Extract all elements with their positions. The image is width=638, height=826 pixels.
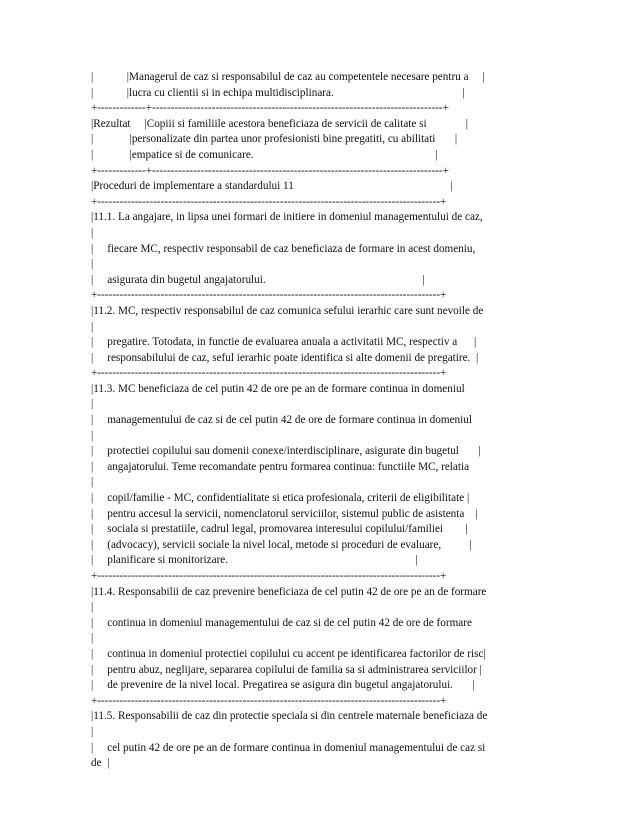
document-text xyxy=(91,70,553,772)
text-line: | fiecare MC, respectiv responsabil de caz beneficiaza de formare in acest domeniu, xyxy=(91,242,476,255)
text-line: | (advocacy), servicii sociale la nivel local, metode si proceduri de evaluare, | xyxy=(91,538,472,551)
text-line: | xyxy=(91,320,94,333)
text-line: | managementului de caz si de cel putin 42 de ore de formare continua in domeniul xyxy=(91,414,472,427)
text-line: | planificare si monitorizare. | xyxy=(91,554,418,567)
text-line: | xyxy=(91,476,94,489)
text-line: | de prevenire de la nivel local. Pregatirea se asigura din bugetul angajatorului. | xyxy=(91,679,475,692)
text-line: | pentru accesul la servicii, nomenclatorul serviciilor, sistemul public de asistenta | xyxy=(91,507,478,520)
text-line: |11.2. MC, respectiv responsabilul de caz comunica sefului ierarhic care sunt nevoile de xyxy=(91,304,484,317)
text-line: | xyxy=(91,725,94,738)
text-line: | |empatice si de comunicare. | xyxy=(91,148,438,161)
text-line: | xyxy=(91,398,94,411)
text-line: | copil/familie - MC, confidentialitate si etica profesionala, criterii de eligibilitate | xyxy=(91,492,470,505)
text-line: |11.1. La angajare, in lipsa unei formari de initiere in domeniul managementului de caz, xyxy=(91,211,483,224)
text-line: | xyxy=(91,429,94,442)
text-line: +--------------------------------------------------------------------------------------------+ xyxy=(91,367,447,380)
text-line: |Proceduri de implementare a standardului 11 | xyxy=(91,180,453,193)
text-line: |11.4. Responsabilii de caz prevenire beneficiaza de cel putin 42 de ore pe an de formare xyxy=(91,585,487,598)
text-line: | continua in domeniul protectiei copilului cu accent pe identificarea factorilor de risc| xyxy=(91,647,486,660)
text-line: +--------------------------------------------------------------------------------------------+ xyxy=(91,570,447,582)
text-line: +--------------------------------------------------------------------------------------------+ xyxy=(91,694,447,707)
text-line: +-------------+------------------------------------------------------------------------------+ xyxy=(91,102,449,115)
text-line: | responsabilului de caz, seful ierarhic poate identifica si alte domenii de pregatire. | xyxy=(91,351,479,364)
text-line: +--------------------------------------------------------------------------------------------+ xyxy=(91,195,447,208)
text-line: | asigurata din bugetul angajatorului. | xyxy=(91,273,425,286)
text-line: |11.3. MC beneficiaza de cel putin 42 de ore pe an de formare continua in domeniul xyxy=(91,382,465,395)
text-line: | |personalizate din partea unor profesionisti bine pregatiti, cu abilitati | xyxy=(91,133,458,146)
text-line: |11.5. Responsabilii de caz din protectie speciala si din centrele maternale beneficiaza de xyxy=(91,710,488,723)
text-line: | |lucra cu clientii si in echipa multidisciplinara. | xyxy=(91,86,465,99)
text-line: | protectiei copilului sau domenii conexe/interdisciplinare, asigurate din bugetul | xyxy=(91,445,481,458)
text-line: | xyxy=(91,226,94,239)
text-line: | continua in domeniul managementului de caz si de cel putin 42 de ore de formare xyxy=(91,616,472,629)
text-line: | xyxy=(91,258,94,271)
text-line: | pentru abuz, neglijare, separarea copilului de familia sa si administrarea serviciilor | xyxy=(91,663,482,676)
text-line: | |Managerul de caz si responsabilul de caz au competentele necesare pentru a | xyxy=(91,71,485,83)
text-line: | cel putin 42 de ore pe an de formare continua in domeniul managementului de caz si xyxy=(91,741,486,754)
text-line: +-------------+------------------------------------------------------------------------------+ xyxy=(91,164,449,177)
text-line: | angajatorului. Teme recomandate pentru formarea continua: functiile MC, relatia xyxy=(91,460,470,473)
text-line: | sociala si prestatiile, cadrul legal, promovarea interesului copilului/familiei | xyxy=(91,523,468,536)
text-line: |Rezultat |Copiii si familiile acestora beneficiaza de servicii de calitate si | xyxy=(91,117,469,130)
text-line: +--------------------------------------------------------------------------------------------+ xyxy=(91,289,447,302)
text-line: de | xyxy=(91,757,110,770)
text-line: | pregatire. Totodata, in functie de evaluarea anuala a activitatii MC, respectiv a | xyxy=(91,336,477,349)
text-line: | xyxy=(91,601,94,614)
text-line: | xyxy=(91,632,94,645)
